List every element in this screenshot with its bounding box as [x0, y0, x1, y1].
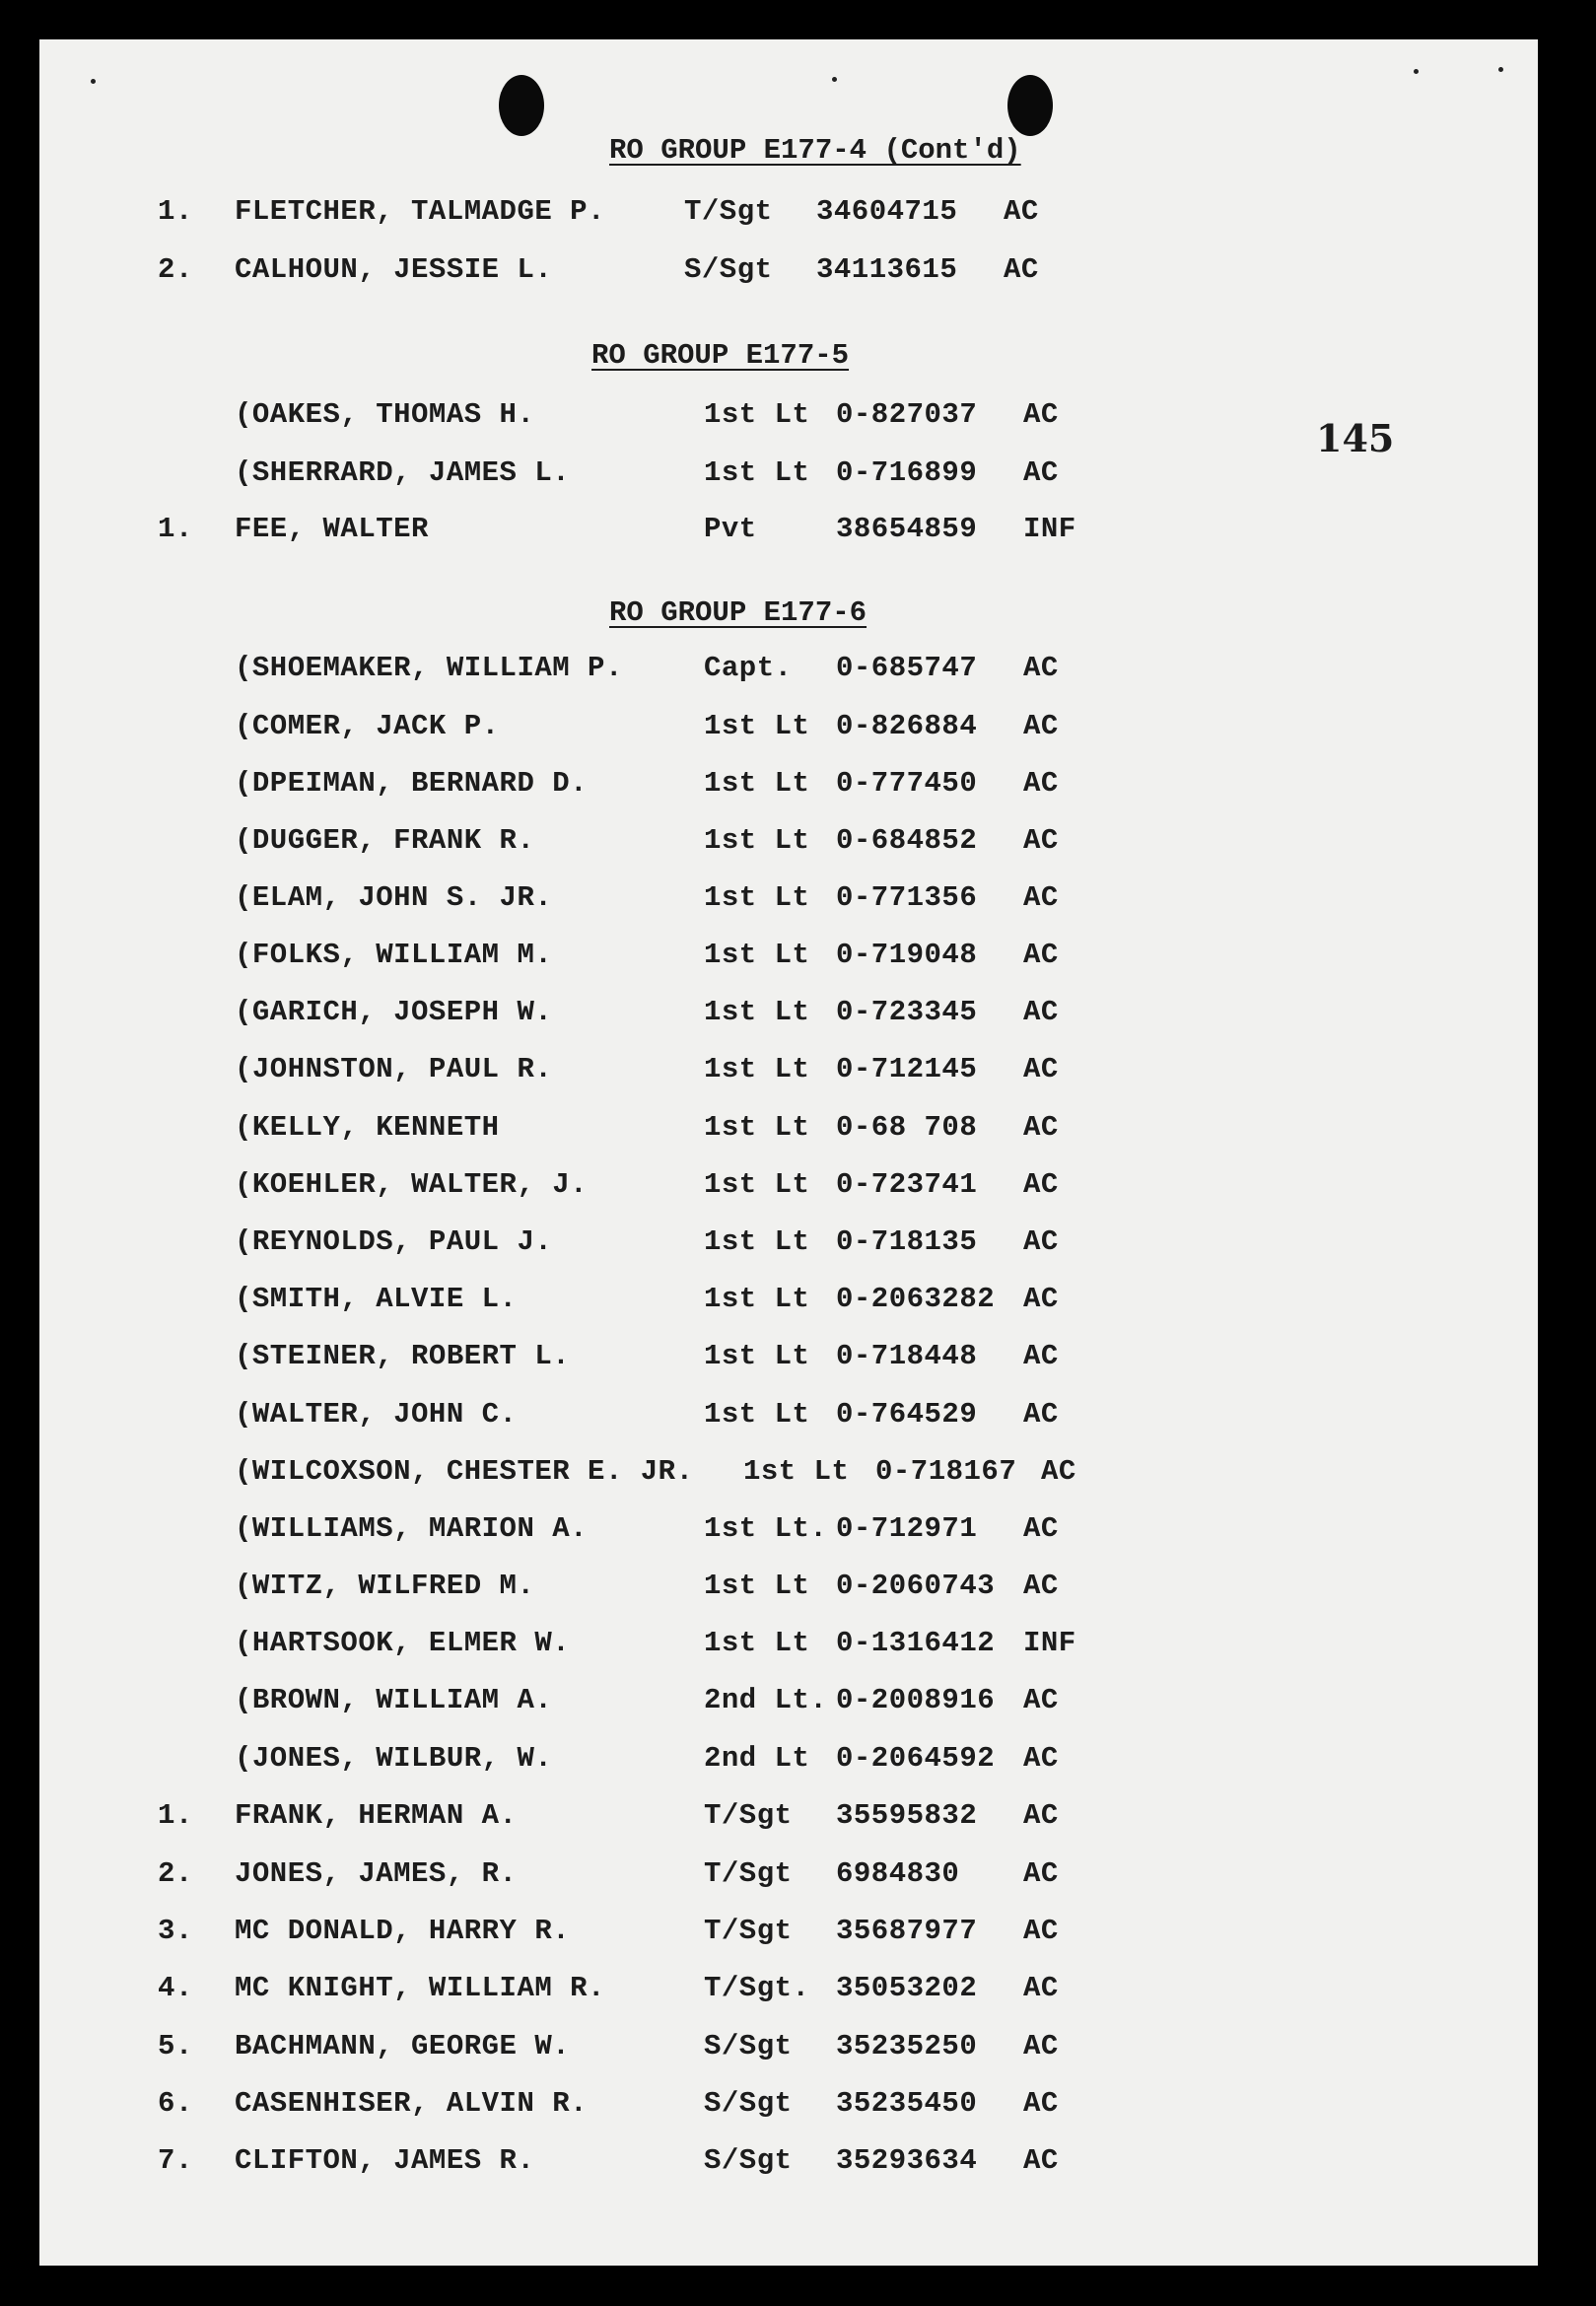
rank: 2nd Lt.	[704, 1684, 828, 1716]
branch: AC	[1023, 1398, 1059, 1431]
branch: AC	[1023, 1857, 1059, 1890]
rank: 1st Lt	[704, 1398, 810, 1431]
person-name: (SMITH, ALVIE L.	[235, 1283, 518, 1315]
branch: AC	[1023, 652, 1059, 684]
branch: AC	[1023, 2087, 1059, 2120]
speck	[91, 79, 96, 84]
branch: AC	[1023, 1340, 1059, 1372]
branch: AC	[1023, 1053, 1059, 1085]
serial-number: 0-68 708	[836, 1111, 978, 1144]
person-name: (WILCOXSON, CHESTER E. JR.	[235, 1455, 694, 1488]
rank: 2nd Lt	[704, 1742, 810, 1775]
row-number: 3.	[158, 1915, 193, 1947]
person-name: (JONES, WILBUR, W.	[235, 1742, 553, 1775]
branch: AC	[1023, 710, 1059, 742]
rank: 1st Lt	[704, 881, 810, 914]
serial-number: 0-777450	[836, 767, 978, 800]
rank: 1st Lt	[704, 996, 810, 1028]
rank: 1st Lt	[704, 1340, 810, 1372]
rank: 1st Lt	[704, 1283, 810, 1315]
branch: AC	[1023, 2144, 1059, 2177]
person-name: FRANK, HERMAN A.	[235, 1799, 518, 1832]
branch: AC	[1023, 456, 1059, 489]
row-number: 4.	[158, 1972, 193, 2004]
branch: AC	[1023, 881, 1059, 914]
person-name: (JOHNSTON, PAUL R.	[235, 1053, 553, 1085]
speck	[832, 77, 837, 82]
serial-number: 0-826884	[836, 710, 978, 742]
serial-number: 35235250	[836, 2030, 978, 2062]
punch-hole-right	[1007, 75, 1053, 136]
person-name: (STEINER, ROBERT L.	[235, 1340, 571, 1372]
serial-number: 35235450	[836, 2087, 978, 2120]
rank: S/Sgt	[704, 2144, 793, 2177]
rank: 1st Lt	[743, 1455, 850, 1488]
person-name: JONES, JAMES, R.	[235, 1857, 518, 1890]
rank: 1st Lt	[704, 1168, 810, 1201]
row-number: 2.	[158, 1857, 193, 1890]
person-name: (COMER, JACK P.	[235, 710, 500, 742]
serial-number: 38654859	[836, 513, 978, 545]
person-name: CASENHISER, ALVIN R.	[235, 2087, 589, 2120]
rank: 1st Lt	[704, 398, 810, 431]
speck	[1414, 69, 1419, 74]
branch: AC	[1023, 767, 1059, 800]
branch: AC	[1023, 824, 1059, 857]
rank: T/Sgt	[684, 195, 773, 228]
person-name: (SHOEMAKER, WILLIAM P.	[235, 652, 623, 684]
row-number: 1.	[158, 513, 193, 545]
rank: 1st Lt	[704, 1225, 810, 1258]
serial-number: 35595832	[836, 1799, 978, 1832]
branch: AC	[1023, 1225, 1059, 1258]
serial-number: 0-764529	[836, 1398, 978, 1431]
person-name: (SHERRARD, JAMES L.	[235, 456, 571, 489]
row-number: 5.	[158, 2030, 193, 2062]
rank: S/Sgt	[704, 2087, 793, 2120]
person-name: (DPEIMAN, BERNARD D.	[235, 767, 589, 800]
person-name: (GARICH, JOSEPH W.	[235, 996, 553, 1028]
branch: AC	[1004, 195, 1039, 228]
rank: T/Sgt	[704, 1799, 793, 1832]
serial-number: 0-723741	[836, 1168, 978, 1201]
person-name: FEE, WALTER	[235, 513, 429, 545]
person-name: (OAKES, THOMAS H.	[235, 398, 535, 431]
person-name: (BROWN, WILLIAM A.	[235, 1684, 553, 1716]
rank: T/Sgt	[704, 1915, 793, 1947]
rank: 1st Lt	[704, 767, 810, 800]
rank: 1st Lt	[704, 1570, 810, 1602]
row-number: 1.	[158, 1799, 193, 1832]
person-name: BACHMANN, GEORGE W.	[235, 2030, 571, 2062]
person-name: FLETCHER, TALMADGE P.	[235, 195, 605, 228]
person-name: (WILLIAMS, MARION A.	[235, 1512, 589, 1545]
rank: 1st Lt	[704, 1627, 810, 1659]
serial-number: 0-771356	[836, 881, 978, 914]
row-number: 6.	[158, 2087, 193, 2120]
rank: 1st Lt	[704, 824, 810, 857]
person-name: MC KNIGHT, WILLIAM R.	[235, 1972, 605, 2004]
page-number: 145	[1316, 416, 1395, 460]
group-heading: RO GROUP E177-5	[591, 339, 850, 372]
branch: AC	[1041, 1455, 1076, 1488]
person-name: (HARTSOOK, ELMER W.	[235, 1627, 571, 1659]
branch: AC	[1004, 253, 1039, 286]
rank: 1st Lt	[704, 939, 810, 971]
serial-number: 0-716899	[836, 456, 978, 489]
serial-number: 34113615	[816, 253, 958, 286]
person-name: (ELAM, JOHN S. JR.	[235, 881, 553, 914]
row-number: 7.	[158, 2144, 193, 2177]
branch: AC	[1023, 398, 1059, 431]
person-name: (KOEHLER, WALTER, J.	[235, 1168, 589, 1201]
branch: AC	[1023, 939, 1059, 971]
rank: 1st Lt	[704, 456, 810, 489]
group-heading: RO GROUP E177-4 (Cont'd)	[609, 134, 1021, 167]
serial-number: 0-1316412	[836, 1627, 996, 1659]
serial-number: 0-2060743	[836, 1570, 996, 1602]
branch: AC	[1023, 1799, 1059, 1832]
branch: AC	[1023, 1111, 1059, 1144]
rank: Pvt	[704, 513, 757, 545]
serial-number: 0-719048	[836, 939, 978, 971]
serial-number: 0-718448	[836, 1340, 978, 1372]
serial-number: 35053202	[836, 1972, 978, 2004]
row-number: 2.	[158, 253, 193, 286]
person-name: (FOLKS, WILLIAM M.	[235, 939, 553, 971]
branch: AC	[1023, 1684, 1059, 1716]
serial-number: 0-723345	[836, 996, 978, 1028]
branch: AC	[1023, 2030, 1059, 2062]
serial-number: 0-2063282	[836, 1283, 996, 1315]
serial-number: 0-718135	[836, 1225, 978, 1258]
row-number: 1.	[158, 195, 193, 228]
serial-number: 35293634	[836, 2144, 978, 2177]
branch: INF	[1023, 513, 1076, 545]
rank: T/Sgt	[704, 1857, 793, 1890]
branch: AC	[1023, 1972, 1059, 2004]
branch: AC	[1023, 1915, 1059, 1947]
serial-number: 0-2008916	[836, 1684, 996, 1716]
serial-number: 0-712971	[836, 1512, 978, 1545]
branch: AC	[1023, 1283, 1059, 1315]
branch: INF	[1023, 1627, 1076, 1659]
person-name: (WITZ, WILFRED M.	[235, 1570, 535, 1602]
speck	[1498, 67, 1503, 72]
branch: AC	[1023, 1570, 1059, 1602]
serial-number: 34604715	[816, 195, 958, 228]
serial-number: 0-684852	[836, 824, 978, 857]
person-name: CLIFTON, JAMES R.	[235, 2144, 535, 2177]
person-name: (KELLY, KENNETH	[235, 1111, 500, 1144]
branch: AC	[1023, 1742, 1059, 1775]
serial-number: 35687977	[836, 1915, 978, 1947]
branch: AC	[1023, 1168, 1059, 1201]
person-name: (DUGGER, FRANK R.	[235, 824, 535, 857]
serial-number: 0-2064592	[836, 1742, 996, 1775]
serial-number: 0-718167	[875, 1455, 1017, 1488]
rank: Capt.	[704, 652, 793, 684]
serial-number: 6984830	[836, 1857, 960, 1890]
rank: 1st Lt	[704, 1111, 810, 1144]
rank: 1st Lt	[704, 710, 810, 742]
rank: S/Sgt	[704, 2030, 793, 2062]
rank: S/Sgt	[684, 253, 773, 286]
rank: T/Sgt.	[704, 1972, 810, 2004]
rank: 1st Lt.	[704, 1512, 828, 1545]
person-name: (REYNOLDS, PAUL J.	[235, 1225, 553, 1258]
serial-number: 0-712145	[836, 1053, 978, 1085]
person-name: CALHOUN, JESSIE L.	[235, 253, 553, 286]
serial-number: 0-827037	[836, 398, 978, 431]
punch-hole-left	[499, 75, 544, 136]
branch: AC	[1023, 996, 1059, 1028]
branch: AC	[1023, 1512, 1059, 1545]
person-name: (WALTER, JOHN C.	[235, 1398, 518, 1431]
person-name: MC DONALD, HARRY R.	[235, 1915, 571, 1947]
rank: 1st Lt	[704, 1053, 810, 1085]
serial-number: 0-685747	[836, 652, 978, 684]
group-heading: RO GROUP E177-6	[609, 596, 867, 629]
